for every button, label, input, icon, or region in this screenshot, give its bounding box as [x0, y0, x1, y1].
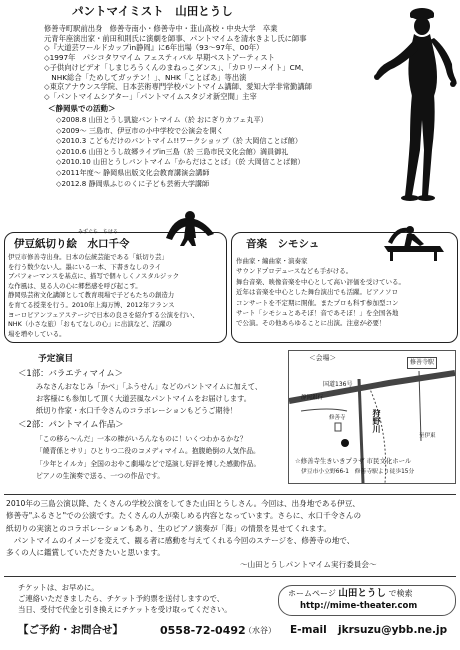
shizuoka-activities — [56, 115, 304, 189]
bank-label: 静岡銀行 — [301, 395, 324, 401]
papercut-profile — [8, 253, 199, 339]
papercut-title-prefix: 伊豆紙切り絵 — [14, 238, 88, 250]
papercut-line: 静岡県芸術文化講師として教育現場で子どもたちの創造力 — [8, 291, 175, 300]
music-line: 舞台音楽、映像音楽を中心として高い評価を受けている。 — [236, 277, 405, 286]
profile-line: ◇東京アナウンス学院、日本芸術専門学校パントマイム講師、愛知大学非常勤講師 — [44, 82, 312, 92]
papercut-line: 場を増やしている。 — [8, 329, 66, 338]
papercut-line: 伊豆市修善寺出身。日本の伝統芸能である「紙切り芸」 — [8, 253, 168, 261]
music-line: で公演。その他あらゆることに出演。注意が必要！ — [236, 319, 386, 328]
part2-description — [36, 433, 260, 483]
papercut-line: NHK（小さな旅）「おもてなしの心」に出演など、活躍の — [8, 320, 172, 329]
part2-line: 「饒青係とサリ」ひとりつ二役のコメディマイム。抱腹絶倒の人気作品。 — [36, 447, 260, 456]
program-heading: 予定演目 — [38, 354, 74, 364]
activity-line: ◇2010.3 こどもだけのパントマイム!!ワークショップ（於 大岡信ことば館） — [56, 136, 302, 146]
ticket-line: ご連絡いただきましたら、チケット予約票を送付しますので、 — [18, 594, 225, 604]
activity-line: ◇2008.8 山田とうし凱旋パントマイム（於 おにぎりカフェ丸平） — [56, 115, 268, 124]
venue-caption: ☆修善寺生きいきプラザ 市民文化ホール — [295, 457, 412, 465]
direction-label: 至伊東 — [419, 433, 436, 439]
road-label: 国道136号 — [323, 381, 353, 388]
temple-label: 修善寺 — [329, 415, 346, 421]
mime-figure-silhouette-icon — [330, 0, 460, 205]
music-line: コンサートを不定期に開催。またプロも科す参加型コン — [236, 298, 399, 307]
message-line: パントマイムのイメージを変えて、観る者に感動を与えてくれる今回のステージを、修善寺の地で、 — [6, 535, 355, 545]
homepage-label-post: で検索 — [388, 589, 413, 598]
papercut-line: な作風は、見る人の心に郷愁感を呼び起こす。 — [8, 281, 142, 290]
profile-line: ◇子供向けビデオ「しまじろうくんのまねっこダンス」、「カロリーメイト」CM、 — [44, 62, 309, 72]
papercut-line: ヨーロピアンフェアステージで日本の良さを紹介する公演を行い、 — [8, 310, 199, 319]
profile-line: ◇1997年 パシコタワマイム フェスティバル 早期ベストアーティスト — [44, 53, 275, 63]
message-line: 修善寺"ふるさと"での公演です。たくさんの人が楽しめる内容となっています。さらに、水口千令さんの — [6, 511, 362, 521]
contact-label: 【ご予約・お問合せ】 — [18, 624, 123, 636]
ticket-line: チケットは、お早めに。 — [18, 583, 99, 592]
music-line: 近年は音楽を中心とした舞台演出でも活躍。ピアノソロ — [236, 288, 398, 297]
message-line: 2010年の三島公演以降、たくさんの学校公演をしてきた山田とうしさん。今回は、出身地である伊豆、 — [6, 499, 360, 508]
message-line: 紙切りの実演とのコラボレーションもあり、生のピアノ演奏が「海」の情景を見せてくれます。 — [6, 523, 332, 533]
ticket-line: 当日、受付で代金と引き換えにチケットを受け取ってください。 — [18, 605, 232, 615]
homepage-url[interactable]: http://mime-theater.com — [300, 601, 418, 611]
part1-title: ＜1部：バラエティマイム＞ — [18, 368, 123, 378]
profile-line: 元青年座演出家・前田和則氏に演劇を師事、パントマイムを清水きよし氏に師事 — [44, 33, 307, 43]
papercut-title — [14, 238, 130, 251]
part2-line: ピアノの生演奏で送る、一つの作品です。 — [36, 472, 165, 481]
mime-profile — [44, 24, 312, 102]
music-title: 音楽 シモシュ — [246, 238, 320, 250]
activity-line: ◇2009～ 三島市、伊豆市の小中学校で公演会を開く — [56, 125, 224, 135]
committee-signature: ～山田とうしパントマイム実行委員会～ — [240, 560, 377, 569]
music-line: サウンドプロデュースなども手がける。 — [236, 267, 353, 276]
station-label: 修善寺駅 — [407, 357, 437, 369]
activity-line: ◇2010.10 山田とうしパントマイム「からだはことば」（於 大岡信ことば館） — [56, 157, 305, 167]
papercut-name-ruby: みずぐち ちはる — [78, 229, 119, 235]
part1-description — [36, 381, 262, 418]
venue-label: ＜会場＞ — [309, 354, 337, 362]
part1-line: お客様にも参加して頂く大道芸風なパントマイムをお届けします。 — [36, 394, 251, 404]
music-line: サート「シモシュとあそぼ！音であそぼ！」を全国各地 — [236, 309, 399, 318]
divider-bottom — [4, 576, 456, 577]
ticket-info — [18, 582, 232, 616]
activity-line: ◇2011年度～ 静岡県出版文化会教育講演会講師 — [56, 167, 210, 177]
homepage-label-pre: ホームページ — [288, 589, 336, 598]
divider-top — [4, 494, 456, 495]
papercut-artist-name: 水口千令 — [87, 238, 130, 250]
email-address[interactable]: jkrsuzu@ybb.ne.jp — [338, 624, 448, 636]
venue-map — [288, 350, 456, 484]
papercut-line: を行う数少ない人。墨にいる一本、下書きなしのライ — [8, 262, 162, 271]
activity-line: ◇2010.6 山田とうし故郷ライブin三島（於 三島市民文化会館）満員御礼 — [56, 146, 289, 156]
mime-title: パントマイミスト 山田とうし — [72, 4, 233, 18]
email-label: E-mail — [290, 624, 327, 636]
part1-line: みなさんおなじみ「かべ」「ふうせん」などのパントマイムに加えて、 — [36, 382, 263, 391]
message-body — [6, 498, 361, 559]
part1-line: 紙切り作家・水口千令さんのコラボレーションもどうご期待！ — [36, 406, 237, 416]
profile-line: 修善寺町駅前出身 修善寺南小・修善寺中・韮山高校・中央大学 卒業 — [44, 24, 278, 33]
papercut-figure-silhouette-icon — [160, 208, 220, 248]
profile-line: ◇「パントマイムシアター」「パントマイムスタジオ新空間」主宰 — [44, 91, 257, 101]
contact-phone[interactable]: 0558-72-0492 — [160, 624, 246, 637]
river-label: 狩野川 — [372, 409, 381, 433]
shizuoka-heading: ＜静岡県での活動＞ — [48, 104, 116, 113]
music-profile — [236, 256, 405, 329]
profile-line: ◇『大道芸ワールドカップin静岡』に6年出場（93～97年、00年） — [44, 43, 264, 53]
contact-phone-note: （水谷） — [244, 626, 276, 635]
papercut-line: を育てる授業を行う。2010年上海万博、2012年フランス — [8, 300, 175, 309]
profile-line: NHK総合「ためしてガッテン！」、NHK「ことばあ」等出演 — [44, 72, 247, 82]
venue-caption-detail: 伊豆市小立野66-1 修善寺駅より徒歩15分 — [301, 469, 415, 475]
part2-title: ＜2部：パントマイム作品＞ — [18, 419, 124, 429]
music-line: 作曲家・編曲家・演奏家 — [236, 257, 308, 265]
papercut-line: ブパフォーマンスを基点に、描写で個々しくノスタルジック — [8, 272, 180, 281]
activity-line: ◇2012.8 静岡県ふじのくに子ども芸術大学講師 — [56, 178, 210, 188]
homepage-search-label — [288, 588, 412, 600]
pianist-silhouette-icon — [380, 222, 454, 262]
homepage-search-term: 山田とうし — [338, 588, 386, 599]
message-line: 多くの人に鑑賞していただきたいと思います。 — [6, 548, 165, 558]
part2-line: 「少年とイルカ」全国のおやこ劇場などで巡演し好評を博した感動作品。 — [36, 459, 261, 468]
part2-line: 「この移ら～んだ」一本の棒がいろんなものに！いくつわかるかな？ — [36, 435, 247, 443]
